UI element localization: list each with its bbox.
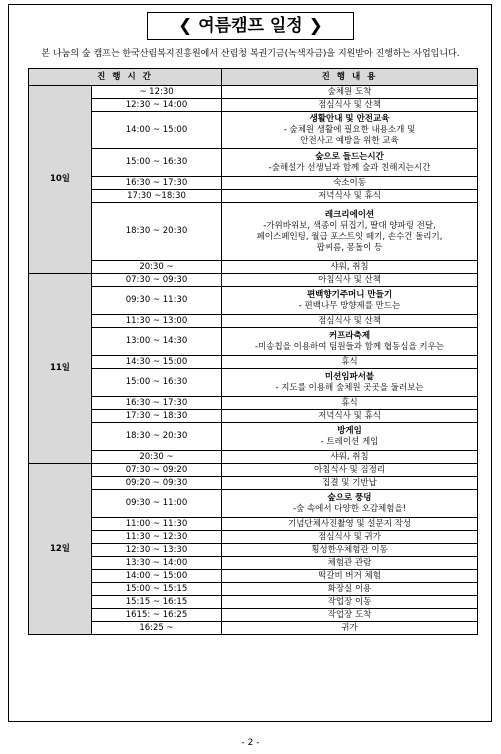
activity-detail: 안전사고 예방을 위한 교육 <box>300 135 399 146</box>
activity-title: 횡성한우체험관 이동 <box>311 544 388 555</box>
activity-cell <box>222 477 478 490</box>
activity-title: 집결 및 기반납 <box>322 477 377 488</box>
activity-title: 저녁식사 및 휴식 <box>318 190 381 201</box>
table-row <box>29 423 478 451</box>
table-row <box>29 315 478 328</box>
table-row <box>29 557 478 570</box>
time-cell: 12:30 ~ 14:00 <box>92 99 222 112</box>
activity-cell <box>222 583 478 596</box>
table-row <box>29 596 478 609</box>
activity-cell <box>222 570 478 583</box>
table-row <box>29 544 478 557</box>
time-cell: 09:30 ~ 11:00 <box>92 490 222 518</box>
table-row <box>29 518 478 531</box>
time-cell: 17:30 ~ 18:30 <box>92 410 222 423</box>
activity-cell <box>222 423 478 451</box>
time-cell: 16:30 ~ 17:30 <box>92 397 222 410</box>
time-cell: 12:30 ~ 13:30 <box>92 544 222 557</box>
activity-detail: -미송칩을 이용하여 팀원들과 함께 협동심을 키우는 <box>255 341 445 352</box>
time-cell: 11:00 ~ 11:30 <box>92 518 222 531</box>
time-cell: 14:00 ~ 15:00 <box>92 112 222 149</box>
header-time: 진 행 시 간 <box>29 69 222 86</box>
activity-detail: 페이스페인팅, 월급 포스트잇 떼기, 손수건 돌리기, <box>256 231 443 242</box>
time-cell: 11:30 ~ 13:00 <box>92 315 222 328</box>
table-row <box>29 464 478 477</box>
activity-title: 아침식사 및 산책 <box>318 274 381 285</box>
time-cell: 07:30 ~ 09:20 <box>92 464 222 477</box>
time-cell: 20:30 ~ <box>92 261 222 274</box>
activity-title: 샤워, 취침 <box>330 261 369 272</box>
time-cell: 18:30 ~ 20:30 <box>92 423 222 451</box>
table-row <box>29 397 478 410</box>
table-row <box>29 261 478 274</box>
table-row <box>29 609 478 622</box>
schedule-body <box>29 86 478 635</box>
activity-title: 떡갈비 버거 체험 <box>318 570 381 581</box>
activity-detail: -가위바위보, 색종이 뒤집기, 딸대 양파링 전달, <box>263 220 436 231</box>
table-row <box>29 149 478 177</box>
activity-cell <box>222 274 478 287</box>
activity-cell <box>222 99 478 112</box>
activity-title: 점심식사 및 산책 <box>318 99 381 110</box>
activity-cell <box>222 464 478 477</box>
intro-text: 본 나눔의 숲 캠프는 한국산림복지진흥원에서 산림청 복권기금(녹색자금)을 지원받아 진행하는 사업입니다. <box>41 49 460 59</box>
time-cell: 15:00 ~ 16:30 <box>92 369 222 397</box>
activity-title: 점심식사 및 귀가 <box>318 531 381 542</box>
activity-detail: - 숲체원 생활에 필요한 내용소개 및 <box>283 124 416 135</box>
time-cell: 18:30 ~ 20:30 <box>92 203 222 261</box>
table-row <box>29 86 478 99</box>
activity-title: 샤워, 취침 <box>330 451 369 462</box>
activity-cell <box>222 287 478 315</box>
activity-cell <box>222 328 478 356</box>
activity-cell <box>222 518 478 531</box>
time-cell: 15:00 ~ 15:15 <box>92 583 222 596</box>
table-header-row <box>29 69 478 86</box>
activity-title: 화장실 이용 <box>327 583 372 594</box>
activity-cell <box>222 369 478 397</box>
day-label: 11일 <box>29 274 92 464</box>
activity-cell <box>222 451 478 464</box>
activity-detail: - 트레이션 게임 <box>320 436 379 447</box>
time-cell: 14:00 ~ 15:00 <box>92 570 222 583</box>
activity-title: 저녁식사 및 휴식 <box>318 410 381 421</box>
day-label: 10일 <box>29 86 92 274</box>
activity-cell <box>222 177 478 190</box>
activity-cell <box>222 410 478 423</box>
activity-title: 귀가 <box>341 622 358 633</box>
activity-cell <box>222 112 478 149</box>
activity-detail: - 편백나무 방향제를 만드는 <box>298 300 401 311</box>
table-row <box>29 369 478 397</box>
activity-title: 휴식 <box>341 397 358 408</box>
activity-title: 기념단체사진촬영 및 설문지 작성 <box>287 518 412 529</box>
time-cell: ~ 12:30 <box>92 86 222 99</box>
table-row <box>29 490 478 518</box>
activity-title: 휴식 <box>341 356 358 367</box>
time-cell: 11:30 ~ 12:30 <box>92 531 222 544</box>
activity-cell <box>222 609 478 622</box>
time-cell: 16:30 ~ 17:30 <box>92 177 222 190</box>
table-row <box>29 583 478 596</box>
activity-detail: - 지도를 이용해 숲체원 곳곳을 둘러보는 <box>275 382 424 393</box>
time-cell: 1615: ~ 16:25 <box>92 609 222 622</box>
activity-title: 레크리에이션 <box>324 209 375 220</box>
activity-title: 편백향기주머니 만들기 <box>306 289 393 300</box>
activity-title: 점심식사 및 산책 <box>318 315 381 326</box>
schedule-table <box>28 68 478 635</box>
activity-cell <box>222 596 478 609</box>
activity-title: 작업장 이동 <box>327 596 372 607</box>
activity-cell <box>222 544 478 557</box>
activity-title: 커프라축제 <box>328 330 371 341</box>
activity-cell <box>222 356 478 369</box>
time-cell: 16:25 ~ <box>92 622 222 635</box>
header-content: 진 행 내 용 <box>222 69 478 86</box>
activity-detail: 팝씨름, 몽돌이 등 <box>316 242 383 253</box>
table-row <box>29 177 478 190</box>
activity-title: 생활안내 및 안전교육 <box>309 113 390 124</box>
day-label: 12일 <box>29 464 92 635</box>
time-cell: 15:00 ~ 16:30 <box>92 149 222 177</box>
page-number: - 2 - <box>241 738 260 748</box>
time-cell: 09:30 ~ 11:30 <box>92 287 222 315</box>
table-row <box>29 99 478 112</box>
activity-cell <box>222 622 478 635</box>
time-cell: 15:15 ~ 16:15 <box>92 596 222 609</box>
activity-cell <box>222 315 478 328</box>
activity-title: 아침식사 및 짐정리 <box>313 464 386 475</box>
time-cell: 17:30 ~18:30 <box>92 190 222 203</box>
time-cell: 14:30 ~ 15:00 <box>92 356 222 369</box>
time-cell: 20:30 ~ <box>92 451 222 464</box>
table-row <box>29 477 478 490</box>
activity-title: 숲으로 들드는시간 <box>315 151 384 162</box>
activity-detail: -숲 속에서 다양한 오감체험을! <box>292 503 407 514</box>
table-row <box>29 328 478 356</box>
activity-cell <box>222 397 478 410</box>
table-row <box>29 451 478 464</box>
page-title: ❮ 여름캠프 일정 ❯ <box>147 12 354 40</box>
activity-title: 작업장 도착 <box>327 609 372 620</box>
table-row <box>29 203 478 261</box>
activity-title: 숙소이동 <box>333 177 366 188</box>
activity-cell <box>222 203 478 261</box>
table-row <box>29 531 478 544</box>
table-row <box>29 287 478 315</box>
table-row <box>29 190 478 203</box>
time-cell: 13:00 ~ 14:30 <box>92 328 222 356</box>
activity-cell <box>222 190 478 203</box>
time-cell: 09:20 ~ 09:30 <box>92 477 222 490</box>
table-row <box>29 356 478 369</box>
time-cell: 13:30 ~ 14:00 <box>92 557 222 570</box>
table-row <box>29 274 478 287</box>
table-row <box>29 622 478 635</box>
activity-cell <box>222 531 478 544</box>
table-row <box>29 570 478 583</box>
activity-cell <box>222 86 478 99</box>
activity-cell <box>222 490 478 518</box>
table-row <box>29 410 478 423</box>
activity-title: 체험관 관람 <box>327 557 372 568</box>
activity-detail: -숲해설가 선생님과 함께 숲과 친해지는시간 <box>268 162 431 173</box>
activity-cell <box>222 149 478 177</box>
activity-title: 숲체원 도착 <box>327 86 372 97</box>
table-row <box>29 112 478 149</box>
activity-cell <box>222 261 478 274</box>
activity-title: 미션임파서블 <box>324 371 375 382</box>
activity-title: 숲으로 풍덩 <box>327 492 372 503</box>
time-cell: 07:30 ~ 09:30 <box>92 274 222 287</box>
activity-cell <box>222 557 478 570</box>
activity-title: 방게임 <box>337 425 362 436</box>
